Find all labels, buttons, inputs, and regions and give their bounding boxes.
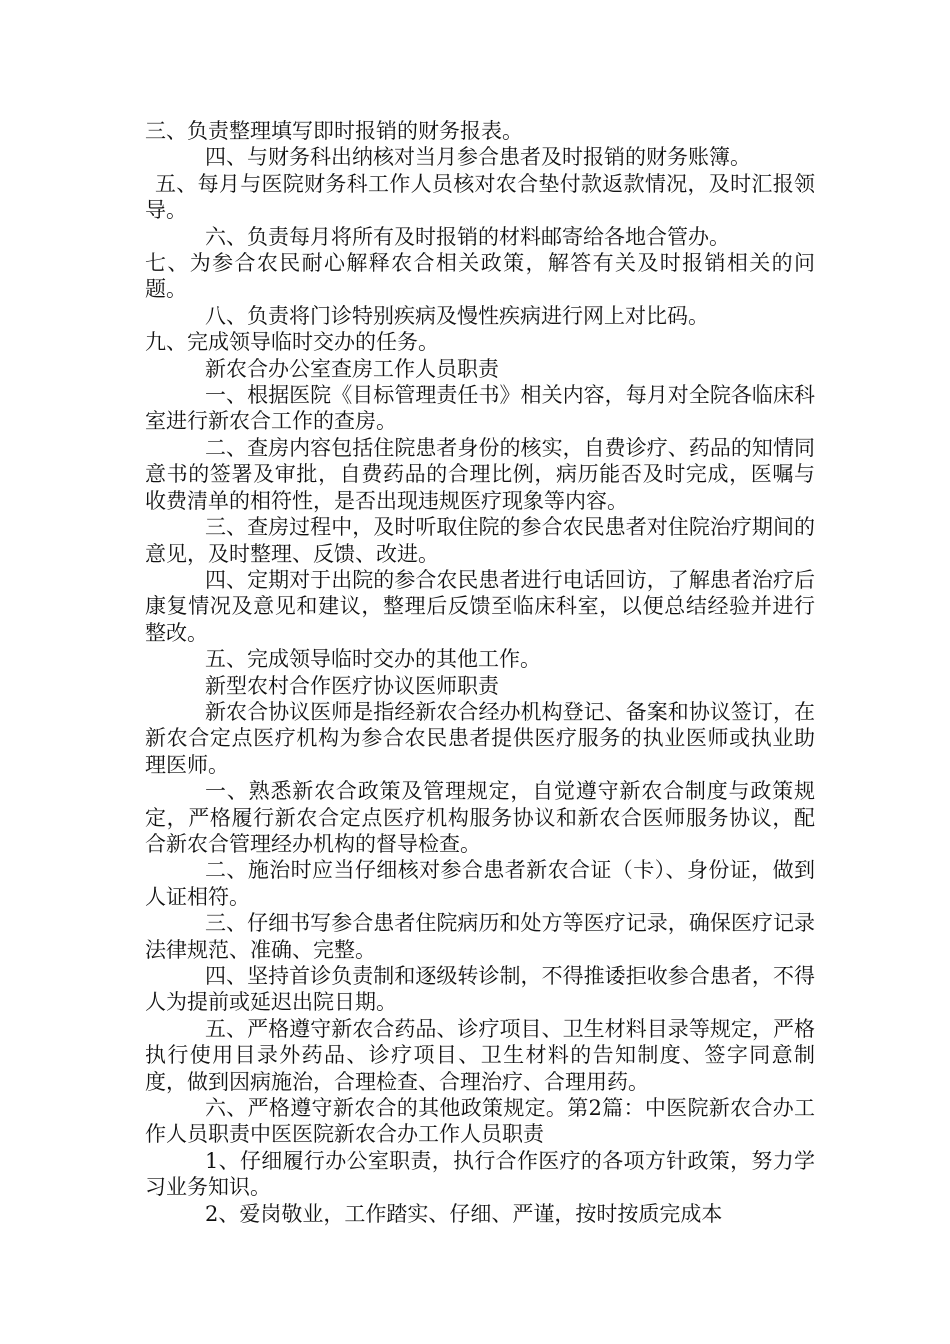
paragraph: 九、完成领导临时交办的任务。 — [145, 330, 439, 355]
paragraph: 一、熟悉新农合政策及管理规定，自觉遵守新农合制度与政策规定，严格履行新农合定点医疗机构服务协议和新农合医师服务协议，配合新农合管理经办机构的督导检查。 — [145, 779, 815, 856]
paragraph: 新农合协议医师是指经新农合经办机构登记、备案和协议签订，在新农合定点医疗机构为参合农民患者提供医疗服务的执业医师或执业助理医师。 — [145, 699, 815, 777]
paragraph: 八、负责将门诊特别疾病及慢性疾病进行网上对比码。 — [205, 303, 709, 328]
paragraph: 四、坚持首诊负责制和逐级转诊制，不得推诿拒收参合患者，不得人为提前或延迟出院日期。 — [145, 964, 815, 1015]
section-heading: 新农合办公室查房工作人员职责 — [205, 356, 499, 381]
paragraph: 三、仔细书写参合患者住院病历和处方等医疗记录，确保医疗记录法律规范、准确、完整。 — [145, 911, 815, 962]
paragraph: 1、仔细履行办公室职责，执行合作医疗的各项方针政策，努力学习业务知识。 — [145, 1148, 815, 1200]
paragraph: 五、每月与医院财务科工作人员核对农合垫付款返款情况，及时汇报领导。 — [145, 171, 815, 223]
paragraph: 四、定期对于出院的参合农民患者进行电话回访，了解患者治疗后康复情况及意见和建议，整理后反馈至临床科室，以便总结经验并进行整改。 — [145, 567, 815, 645]
paragraph: 六、负责每月将所有及时报销的材料邮寄给各地合管办。 — [205, 224, 730, 249]
section-heading: 新型农村合作医疗协议医师职责 — [205, 673, 499, 698]
paragraph: 三、负责整理填写即时报销的财务报表。 — [145, 119, 523, 143]
paragraph: 五、严格遵守新农合药品、诊疗项目、卫生材料目录等规定，严格执行使用目录外药品、诊疗项目、卫生材料的告知制度、签字同意制度，做到因病施治，合理检查、合理治疗、合理用药。 — [145, 1016, 815, 1094]
paragraph: 六、严格遵守新农合的其他政策规定。第2篇：中医院新农合办工作人员职责中医医院新农合办工作人员职责 — [145, 1096, 815, 1147]
paragraph: 五、完成领导临时交办的其他工作。 — [205, 647, 541, 672]
paragraph: 二、施治时应当仔细核对参合患者新农合证（卡）、身份证，做到人证相符。 — [145, 858, 815, 909]
paragraph: 一、根据医院《目标管理责任书》相关内容，每月对全院各临床科室进行新农合工作的查房。 — [145, 383, 815, 434]
paragraph: 七、为参合农民耐心解释农合相关政策，解答有关及时报销相关的问题。 — [145, 251, 815, 302]
paragraph: 三、查房过程中，及时听取住院的参合农民患者对住院治疗期间的意见，及时整理、反馈、改进。 — [145, 515, 815, 566]
paragraph: 二、查房内容包括住院患者身份的核实，自费诊疗、药品的知情同意书的签署及审批，自费药品的合理比例，病历能否及时完成，医嘱与收费清单的相符性，是否出现违规医疗现象等内容。 — [145, 435, 815, 513]
document-body — [145, 118, 815, 1227]
paragraph: 四、与财务科出纳核对当月参合患者及时报销的财务账簿。 — [205, 145, 751, 170]
paragraph: 2、爱岗敬业，工作踏实、仔细、严谨，按时按质完成本 — [205, 1201, 723, 1226]
